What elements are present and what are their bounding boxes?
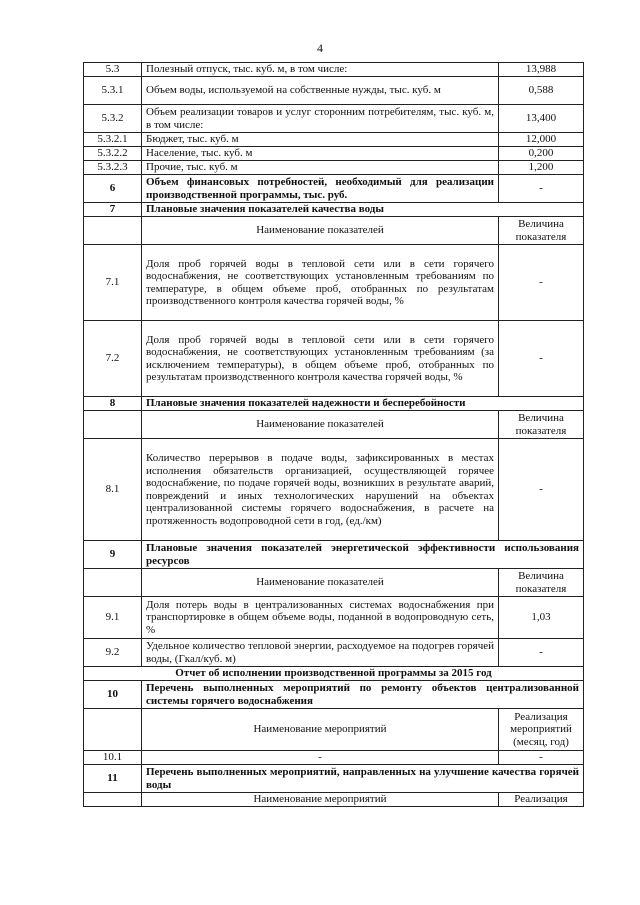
indicator-value: 13,400	[499, 105, 584, 133]
section-number: 11	[84, 765, 142, 793]
table-row	[84, 569, 584, 597]
row-number: 5.3.2.2	[84, 147, 142, 161]
section-title: Перечень выполненных мероприятий, направленных на улучшение качества горячей воды	[142, 765, 584, 793]
section-title: Плановые значения показателей энергетической эффективности использования ресурсов	[142, 541, 584, 569]
header-empty-cell	[84, 709, 142, 751]
section-title: Объем финансовых потребностей, необходимый для реализации производственной программы, тыс. руб.	[142, 175, 499, 203]
header-empty-cell	[84, 793, 142, 807]
production-program-table	[83, 62, 584, 807]
indicator-name: Доля потерь воды в централизованных системах водоснабжения при транспортировке в общем объеме воды, поданной в водопроводную сеть, %	[142, 597, 499, 639]
table-row	[84, 411, 584, 439]
table-row	[84, 667, 584, 681]
table-row	[84, 681, 584, 709]
row-number: 5.3.2	[84, 105, 142, 133]
row-number: 5.3.2.1	[84, 133, 142, 147]
table-row	[84, 321, 584, 397]
indicator-name: Бюджет, тыс. куб. м	[142, 133, 499, 147]
column-header-value: Реализация мероприятий (месяц, год)	[499, 709, 584, 751]
indicator-name: Количество перерывов в подаче воды, зафиксированных в местах исполнения обязательств организацией, осуществляющей горячее водоснабжение, по подаче горячей воды, возникших в результате аварий, повреждений и иных технологических нарушений на объектах централизованной системы горячего водоснабжения, в расчете на протяженность водопроводной сети в год, (ед./км)	[142, 439, 499, 541]
row-number: 5.3.2.3	[84, 161, 142, 175]
page-number: 4	[317, 41, 323, 55]
indicator-value: -	[499, 439, 584, 541]
column-header-value: Величина показателя	[499, 411, 584, 439]
indicator-value: 1,03	[499, 597, 584, 639]
indicator-value: -	[499, 175, 584, 203]
measure-value: -	[499, 751, 584, 765]
table-row	[84, 765, 584, 793]
indicator-value: 13,988	[499, 63, 584, 77]
indicator-value: 1,200	[499, 161, 584, 175]
table-row	[84, 147, 584, 161]
section-number: 8	[84, 397, 142, 411]
section-number: 9	[84, 541, 142, 569]
column-header-name: Наименование показателей	[142, 411, 499, 439]
table-row	[84, 639, 584, 667]
indicator-name: Объем реализации товаров и услуг сторонним потребителям, тыс. куб. м, в том числе:	[142, 105, 499, 133]
table-row	[84, 77, 584, 105]
table-row	[84, 175, 584, 203]
indicator-name: Прочие, тыс. куб. м	[142, 161, 499, 175]
column-header-name: Наименование мероприятий	[142, 793, 499, 807]
row-number: 10.1	[84, 751, 142, 765]
table-row	[84, 709, 584, 751]
indicator-value: -	[499, 639, 584, 667]
column-header-value: Реализация	[499, 793, 584, 807]
indicator-name: Доля проб горячей воды в тепловой сети или в сети горячего водоснабжения, не соответствующих установленным требованиям (за исключением температуры), в общем объеме проб, отобранных по результатам производственного контроля качества горячей воды, %	[142, 321, 499, 397]
indicator-value: -	[499, 245, 584, 321]
table-row	[84, 245, 584, 321]
row-number: 7.2	[84, 321, 142, 397]
column-header-value: Величина показателя	[499, 217, 584, 245]
header-empty-cell	[84, 217, 142, 245]
section-title: Перечень выполненных мероприятий по ремонту объектов централизованной системы горячего водоснабжения	[142, 681, 584, 709]
indicator-name: Удельное количество тепловой энергии, расходуемое на подогрев горячей воды, (Гкал/куб. м)	[142, 639, 499, 667]
report-title: Отчет об исполнении производственной программы за 2015 год	[84, 667, 584, 681]
column-header-name: Наименование показателей	[142, 217, 499, 245]
section-number: 7	[84, 203, 142, 217]
table-row	[84, 203, 584, 217]
table-row	[84, 751, 584, 765]
table-row	[84, 105, 584, 133]
row-number: 9.1	[84, 597, 142, 639]
row-number: 9.2	[84, 639, 142, 667]
indicator-value: 0,200	[499, 147, 584, 161]
table-row	[84, 63, 584, 77]
indicator-name: Объем воды, используемой на собственные нужды, тыс. куб. м	[142, 77, 499, 105]
table-row	[84, 217, 584, 245]
indicator-name: Население, тыс. куб. м	[142, 147, 499, 161]
indicator-name: Доля проб горячей воды в тепловой сети или в сети горячего водоснабжения, не соответствующих установленным требованиям по температуре, в общем объеме проб, отобранных по результатам производственного контроля качества горячей воды, %	[142, 245, 499, 321]
section-number: 10	[84, 681, 142, 709]
header-empty-cell	[84, 569, 142, 597]
table-row	[84, 439, 584, 541]
indicator-value: 0,588	[499, 77, 584, 105]
section-title: Плановые значения показателей надежности и бесперебойности	[142, 397, 584, 411]
column-header-value: Величина показателя	[499, 569, 584, 597]
indicator-value: 12,000	[499, 133, 584, 147]
row-number: 8.1	[84, 439, 142, 541]
column-header-name: Наименование показателей	[142, 569, 499, 597]
header-empty-cell	[84, 411, 142, 439]
indicator-value: -	[499, 321, 584, 397]
row-number: 5.3	[84, 63, 142, 77]
section-number: 6	[84, 175, 142, 203]
table-row	[84, 793, 584, 807]
table-row	[84, 161, 584, 175]
indicator-name: Полезный отпуск, тыс. куб. м, в том числе:	[142, 63, 499, 77]
table-row	[84, 597, 584, 639]
table-body	[84, 63, 584, 807]
row-number: 5.3.1	[84, 77, 142, 105]
row-number: 7.1	[84, 245, 142, 321]
measure-name: -	[142, 751, 499, 765]
table-row	[84, 397, 584, 411]
table-row	[84, 133, 584, 147]
section-title: Плановые значения показателей качества воды	[142, 203, 584, 217]
column-header-name: Наименование мероприятий	[142, 709, 499, 751]
table-row	[84, 541, 584, 569]
